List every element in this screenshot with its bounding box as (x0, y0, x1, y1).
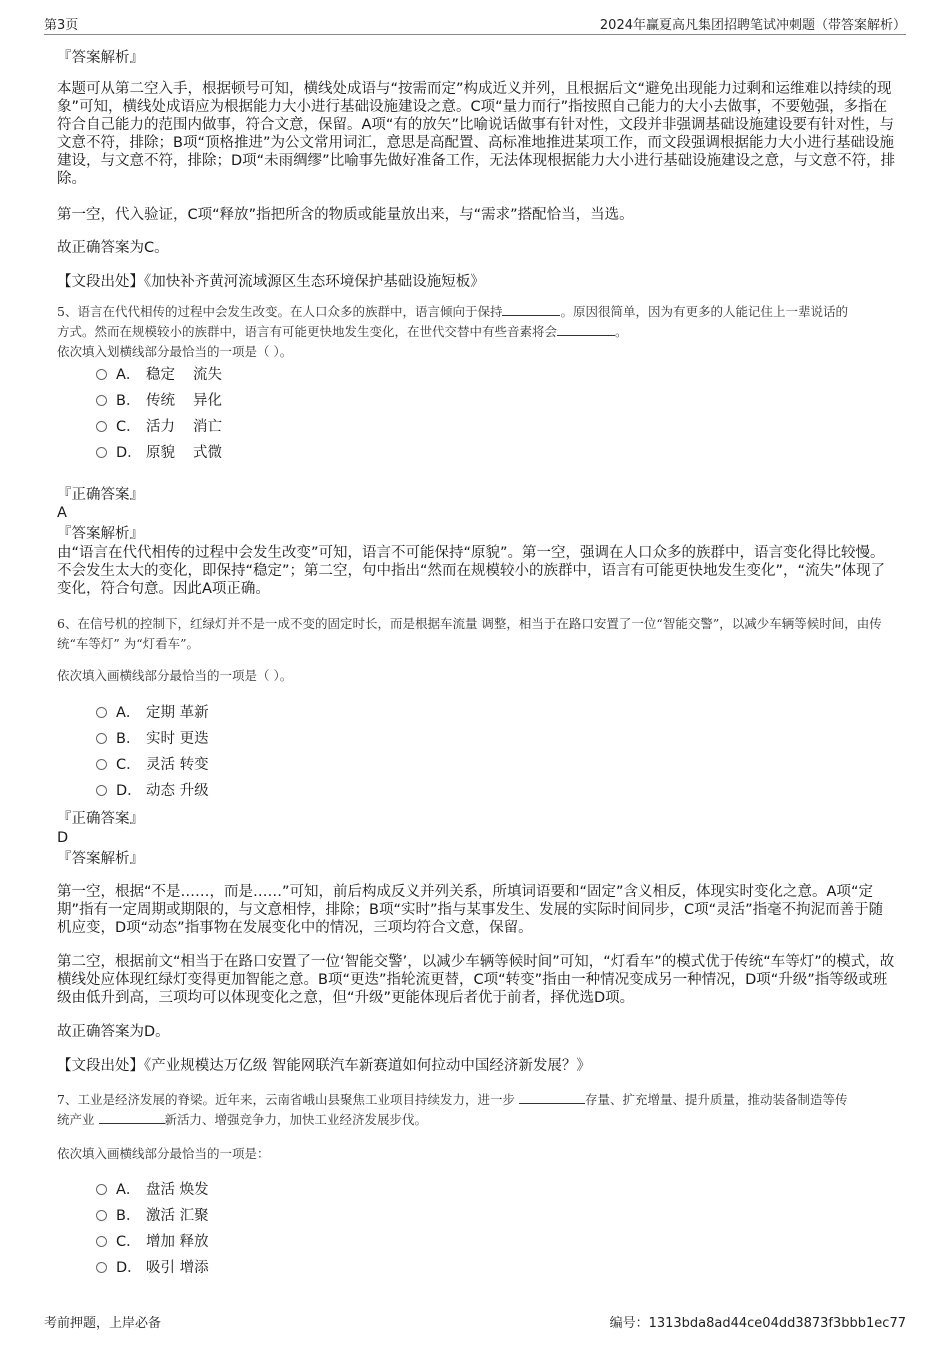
radio-icon[interactable] (96, 421, 107, 432)
radio-icon[interactable] (96, 785, 107, 796)
q5-text-2b: 。 (615, 324, 628, 339)
q7-text-2b: 新活力、增强竞争力，加快工业经济发展步伐。 (164, 1112, 428, 1127)
q7-blank-1 (519, 1091, 585, 1105)
q5-prompt: 依次填入划横线部分最恰当的一项是（ ）。 (57, 344, 293, 359)
q7-option-c[interactable]: C． 增加 释放 (96, 1233, 209, 1251)
q5-analysis: 由“语言在代代相传的过程中会发生改变”可知，语言不可能保持“原貌”。第一空，强调在人口众多的族群中，语言变化得比较慢。不会发生太大的变化，即保持“稳定”；第二空，句中指出“然而在规模较小的族群中，语言有可能更快地发生变化”，“流失”体现了变化，符合句意。因此A项正确。 (57, 545, 886, 597)
q6-option-a[interactable]: A． 定期 革新 (96, 704, 209, 722)
radio-icon[interactable] (96, 1210, 107, 1221)
q6-source: 【文段出处】《产业规模达万亿级 智能网联汽车新赛道如何拉动中国经济新发展？》 (57, 1058, 591, 1074)
q7-option-d[interactable]: D． 吸引 增添 (96, 1259, 209, 1277)
q6-option-d[interactable]: D． 动态 升级 (96, 782, 209, 800)
page-number: 第3页 (44, 18, 79, 33)
q6-question: 6、在信号机的控制下，红绿灯并不是一成不变的固定时长，而是根据车流量 调整，相当于在路口安置了一位“智能交警”，以减少车辆等候时间，由传统“车等灯” 为“灯看车”。 (57, 616, 882, 651)
q4-source: 【文段出处】《加快补齐黄河流域源区生态环境保护基础设施短板》 (57, 274, 485, 290)
document-id: 编号：1313bda8ad44ce04dd3873f3bbb1ec77 (609, 1316, 906, 1331)
q7-text-2a: 统产业 (57, 1112, 95, 1127)
header-divider (44, 34, 906, 35)
radio-icon[interactable] (96, 1236, 107, 1247)
radio-icon[interactable] (96, 1184, 107, 1195)
q5-question (57, 302, 897, 362)
q5-option-d[interactable]: D． 原貌 式微 (96, 444, 222, 462)
document-title: 2024年赢夏高凡集团招聘笔试冲刺题（带答案解析） (599, 18, 906, 33)
q6-analysis-p3: 故正确答案为D。 (57, 1024, 170, 1040)
q5-answer: A (57, 505, 67, 521)
q7-option-b[interactable]: B． 激活 汇聚 (96, 1207, 209, 1225)
q6-analysis-label: 『答案解析』 (57, 851, 144, 867)
q5-option-a[interactable]: A． 稳定 流失 (96, 366, 222, 384)
q5-analysis-label: 『答案解析』 (57, 526, 144, 542)
q5-text-1a: 5、语言在代代相传的过程中会发生改变。在人口众多的族群中，语言倾向于保持 (57, 304, 503, 319)
q6-answer-label: 『正确答案』 (57, 811, 144, 827)
q7-text-1a: 7、工业是经济发展的脊梁。近年来，云南省峨山县聚焦工业项目持续发力，进一步 (57, 1092, 515, 1107)
radio-icon[interactable] (96, 707, 107, 718)
q6-answer: D (57, 830, 69, 846)
q6-option-b[interactable]: B． 实时 更迭 (96, 730, 209, 748)
q5-blank-1 (502, 303, 560, 317)
radio-icon[interactable] (96, 447, 107, 458)
radio-icon[interactable] (96, 759, 107, 770)
q5-text-2a: 方式。然而在规模较小的族群中，语言有可能更快地发生变化，在世代交替中有些音素将会 (57, 324, 558, 339)
footer-slogan: 考前押题，上岸必备 (44, 1316, 162, 1331)
q6-analysis-p2: 第二空，根据前文“相当于在路口安置了一位‘智能交警’，以减少车辆等候时间”可知，“灯看车”的模式优于传统“车等灯”的模式，故横线处应体现红绿灯变得更加智能之意。B项“更迭”指轮流更替，C项“转变”指由一种情况变成另一种情况，D项“升级”指等级或班级由低升到高，三项均可以体现变化之意，但“升级”更能体现后者优于前者，择优选D项。 (57, 954, 895, 1006)
radio-icon[interactable] (96, 395, 107, 406)
q7-blank-2 (99, 1111, 165, 1125)
q5-text-1b: 。原因很简单，因为有更多的人能记住上一辈说话的 (560, 304, 848, 319)
q6-analysis-p1: 第一空，根据“不是……，而是……”可知，前后构成反义并列关系，所填词语要和“固定”含义相反，体现实时变化之意。A项“定期”指有一定周期或期限的，与文意相悖，排除；B项“实时”指与某事发生、发展的实际时间同步，C项“灵活”指毫不拘泥而善于随机应变，D项“动态”指事物在发展变化中的情况，三项均符合文意，保留。 (57, 884, 884, 936)
q5-option-c[interactable]: C． 活力 消亡 (96, 418, 222, 436)
q5-option-b[interactable]: B． 传统 异化 (96, 392, 222, 410)
radio-icon[interactable] (96, 733, 107, 744)
q7-question (57, 1090, 897, 1130)
q4-analysis-p3: 故正确答案为C。 (57, 240, 169, 256)
radio-icon[interactable] (96, 1262, 107, 1273)
q6-prompt: 依次填入画横线部分最恰当的一项是（ ）。 (57, 668, 293, 683)
q4-analysis-label: 『答案解析』 (57, 50, 144, 66)
q7-option-a[interactable]: A． 盘活 焕发 (96, 1181, 209, 1199)
q4-analysis-p2: 第一空，代入验证，C项“释放”指把所含的物质或能量放出来，与“需求”搭配恰当，当选。 (57, 207, 634, 223)
q6-option-c[interactable]: C． 灵活 转变 (96, 756, 209, 774)
q7-prompt: 依次填入画横线部分最恰当的一项是： (57, 1146, 270, 1161)
radio-icon[interactable] (96, 369, 107, 380)
q4-analysis-p1: 本题可从第二空入手，根据顿号可知，横线处成语与“按需而定”构成近义并列，且根据后文“避免出现能力过剩和运维难以持续的现象”可知，横线处成语应为根据能力大小进行基础设施建设之意。C项“量力而行”指按照自己能力的大小去做事，不要勉强，多指在符合自己能力的范围内做事，符合文意，保留。A项“有的放矢”比喻说话做事有针对性，文段并非强调基础设施建设要有针对性，与文意不符，排除；B项“顶格推进”为公文常用词汇，意思是高配置、高标准地推进某项工作，而文段强调根据能力大小进行基础设施建设，与文意不符，排除；D项“未雨绸缪”比喻事先做好准备工作，无法体现根据能力大小进行基础设施建设之意，与文意不符，排除。 (57, 81, 896, 187)
q5-answer-label: 『正确答案』 (57, 487, 144, 503)
q5-blank-2 (557, 323, 615, 337)
q7-text-1b: 存量、扩充增量、提升质量，推动装备制造等传 (584, 1092, 848, 1107)
